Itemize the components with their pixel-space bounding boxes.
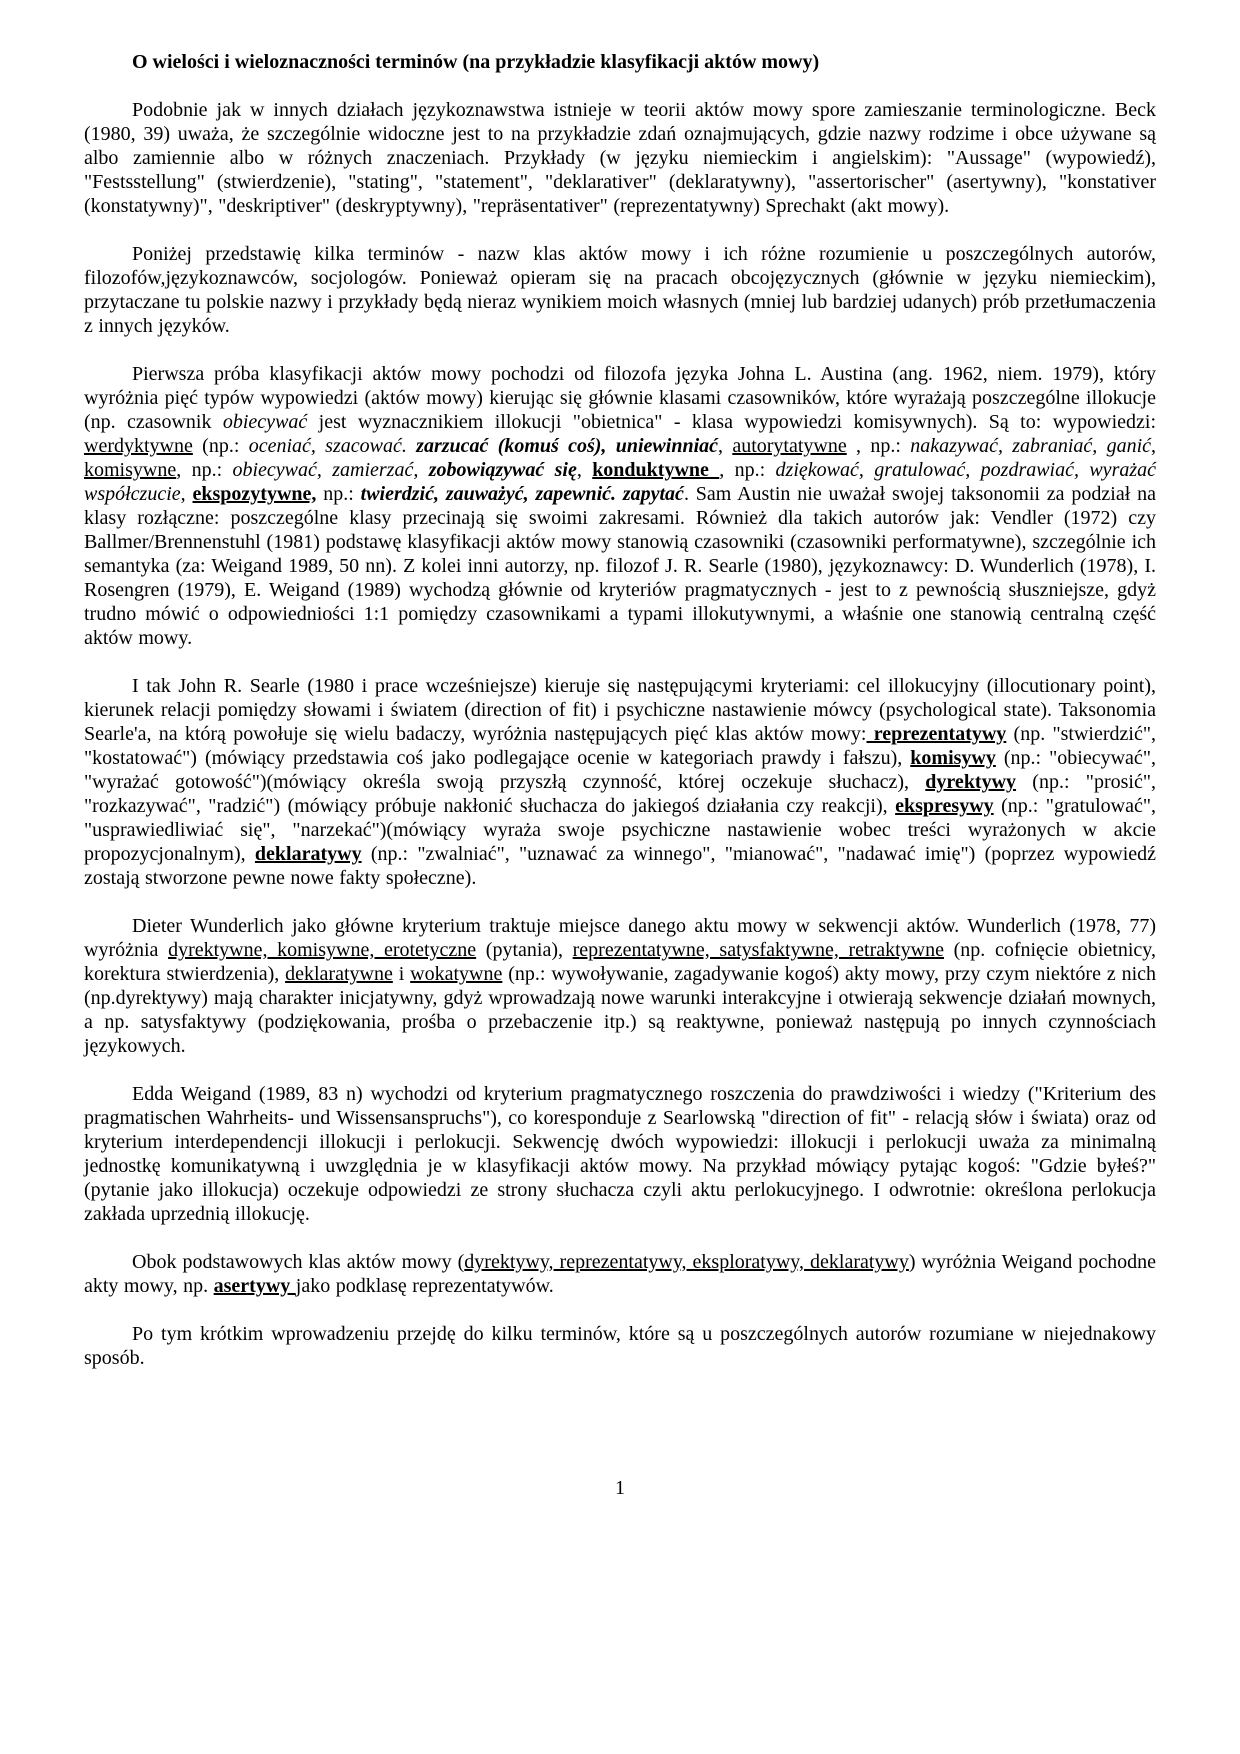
underlined-term: dyrektywy, reprezentatywy, eksploratywy, deklaratywy <box>464 1251 909 1273</box>
underlined-term: reprezentatywne, satysfaktywne, retraktywne <box>572 939 944 961</box>
text-run: i <box>392 963 411 985</box>
text-run: Pierwsza próba klasyfikacji aktów mowy pochodzi od filozofa języka Johna L. Austina (ang. 1962, niem. 1979), który wyróżnia pięć typów wypowiedzi (aktów mowy) kierując się głównie klasami czasowników, które wyrażają poszczególne illokucje (np. czasownik <box>84 363 1156 433</box>
underlined-term: komisywne <box>84 459 177 481</box>
italic-term: zarzucać (komuś coś), uniewinniać <box>416 435 718 457</box>
underlined-term: ekspresywy <box>895 795 994 817</box>
text-run: (np.: "obiecywać", "wyrażać gotowość")(mówiący określa swoją przyszłą czynność, której oczekuje słuchacz), <box>84 747 1156 793</box>
text-run: . Sam Austin nie uważał swojej taksonomii za podział na klasy rozłączne: poszczególne klasy przecinają się swoimi zakresami. Również dla takich autorów jak: Vendler (1972) czy Ballmer/Brennenstuhl (1981) podstawę klasyfikacji aktów mowy stanowią czasowniki (czasowniki performatywne), szczególnie ich semantyka (za: Weigand 1989, 50 nn). Z kolei inni autorzy, np. filozof J. R. Searle (1980), językoznawcy: D. Wunderlich (1978), I. Rosengren (1979), E. Weigand (1989) wychodzą głównie od kryteriów pragmatycznych - jest to z pewnością słuszniejsze, gdyż trudno mówić o odpowiedniości 1:1 pomiędzy czasownikami a typami illokutywnymi, a właśnie one stanowią centralną część aktów mowy. <box>84 483 1156 649</box>
text-run: jako podklasę reprezentatywów. <box>295 1275 554 1297</box>
text-run: Podobnie jak w innych działach językoznawstwa istnieje w teorii aktów mowy spore zamieszanie terminologiczne. Beck (1980, 39) uważa, że szczególnie widoczne jest to na przykładzie zdań oznajmujących, gdzie nazwy rodzime i obce używane są albo zamiennie albo w różnych znaczeniach. Przykłady (w języku niemieckim i angielskim): "Aussage" (wypowiedź), "Festsstellung" (stwierdzenie), "stating", "statement", "deklarativer" (deklaratywny), "assertorischer" (asertywny), "konstativer (konstatywny)", "deskriptiver" (deskryptywny), "repräsentativer" (reprezentatywny) Sprechakt (akt mowy). <box>84 99 1156 217</box>
paragraph <box>84 362 1156 650</box>
underlined-term: ekspozytywne, <box>192 483 317 505</box>
text-run: (np.: "prosić", "rozkazywać", "radzić") (mówiący próbuje nakłonić słuchacza do jakiegoś działania czy reakcji), <box>84 771 1156 817</box>
underlined-term: dyrektywy <box>925 771 1017 793</box>
text-run: (np.: "gratulować", "usprawiedliwiać się", "narzekać")(mówiący wyraża swoje psychiczne nastawienie wobec treści wyrażonych w akcie propozycjonalnym), <box>84 795 1156 865</box>
underlined-term: autorytatywne <box>732 435 847 457</box>
paragraph-list <box>84 98 1156 1370</box>
text-run: Po tym krótkim wprowadzeniu przejdę do kilku terminów, które są u poszczególnych autorów rozumiane w niejednakowy sposób. <box>84 1323 1156 1369</box>
text-run: Edda Weigand (1989, 83 n) wychodzi od kryterium pragmatycznego roszczenia do prawdziwości i wiedzy ("Kriterium des pragmatischen Wahrheits- und Wissensanspruchs"), co koresponduje z Searlowską "direction of fit" - relacją słów i świata) oraz od kryterium interdependencji illokucji i perlokucji. Sekwencję dwóch wypowiedzi: illokucji i perlokucji uważa za minimalną jednostkę komunikatywną i uwzględnia je w klasyfikacji aktów mowy. Na przykład mówiący pytając kogoś: "Gdzie byłeś?" (pytanie jako illokucja) oczekuje odpowiedzi ze strony słuchacza czyli aktu perlokucyjnego. I odwrotnie: określona perlokucja zakłada uprzednią illokucję. <box>84 1083 1156 1225</box>
underlined-term: werdyktywne <box>84 435 193 457</box>
italic-term: obiecywać, zamierzać, <box>232 459 429 481</box>
italic-term: zobowiązywać się <box>428 459 577 481</box>
paragraph <box>84 914 1156 1058</box>
paragraph <box>84 242 1156 338</box>
paragraph <box>84 1322 1156 1370</box>
underlined-term: asertywy <box>213 1275 296 1297</box>
page-number: 1 <box>615 1477 625 1499</box>
paragraph <box>84 674 1156 890</box>
text-run: , <box>1151 435 1157 457</box>
text-run: (np.: wywoływanie, zagadywanie kogoś) akty mowy, przy czym niektóre z nich (np.dyrektywy) mają charakter inicjatywny, gdyż wprowadzają nowe warunki interakcyjne i otwierają sekwencje działań mownych, a np. satysfaktywy (podziękowania, prośba o przebaczenie itp.) są reaktywne, ponieważ następują po innych czynnościach językowych. <box>84 963 1157 1057</box>
text-run: I tak John R. Searle (1980 i prace wcześniejsze) kieruje się następującymi kryteriami: cel illokucyjny (illocutionary point), kierunek relacji pomiędzy słowami i światem (direction of fit) i psychiczne nastawienie mówcy (psychological state). Taksonomia Searle'a, na którą powołuje się wielu badaczy, wyróżnia następujących pięć klas aktów mowy: <box>84 675 1156 745</box>
italic-term: nakazywać, zabraniać, ganić <box>910 435 1152 457</box>
text-run: , np.: <box>176 459 233 481</box>
italic-term: oceniać, szacować. <box>248 435 417 457</box>
italic-term: dziękować, gratulować, pozdrawiać, wyrażać współczucie <box>84 459 1157 505</box>
text-run: , np.: <box>719 459 776 481</box>
italic-term: twierdzić, zauważyć, zapewnić. zapytać <box>360 483 684 505</box>
underlined-term: dyrektywne, komisywne, erotetyczne <box>168 939 477 961</box>
text-run: , <box>180 483 193 505</box>
paragraph <box>84 98 1156 218</box>
text-run: Poniżej przedstawię kilka terminów - nazw klas aktów mowy i ich różne rozumienie u poszczególnych autorów, filozofów,językoznawców, socjologów. Ponieważ opieram się na pracach obcojęzycznych (głównie w języku niemieckim), przytaczane tu polskie nazwy i przykłady będą nieraz wynikiem moich własnych (mniej lub bardziej udanych) prób przetłumaczenia z innych języków. <box>84 243 1156 337</box>
underlined-term: komisywy <box>910 747 996 769</box>
paragraph <box>84 1082 1156 1226</box>
italic-term: obiecywać <box>222 411 308 433</box>
paragraph <box>84 1250 1156 1298</box>
underlined-term: wokatywne <box>410 963 503 985</box>
text-run: Obok podstawowych klas aktów mowy ( <box>132 1251 465 1273</box>
text-run: , <box>576 459 593 481</box>
text-run: (pytania), <box>476 939 573 961</box>
underlined-term: reprezentatywy <box>866 723 1007 745</box>
underlined-term: deklaratywne <box>285 963 393 985</box>
text-run: ) wyróżnia Weigand pochodne akty mowy, np. <box>84 1251 1156 1297</box>
document-title: O wielości i wieloznaczności terminów (na przykładzie klasyfikacji aktów mowy) <box>132 51 820 73</box>
text-run: Dieter Wunderlich jako główne kryterium traktuje miejsce danego aktu mowy w sekwencji aktów. Wunderlich (1978, 77) wyróżnia <box>84 915 1156 961</box>
text-run: jest wyznacznikiem illokucji "obietnica" - klasa wypowiedzi komisywnych). Są to: wypowiedzi: <box>307 411 1157 433</box>
text-run: (np.: <box>192 435 249 457</box>
underlined-term: deklaratywy <box>254 843 362 865</box>
text-run: (np. "stwierdzić", "kostatować") (mówiący przedstawia coś jako podlegające ocenie w kategoriach prawdy i fałszu), <box>84 723 1156 769</box>
underlined-term: konduktywne <box>592 459 720 481</box>
text-run: (np. cofnięcie obietnicy, korektura stwierdzenia), <box>84 939 1157 985</box>
text-run: , <box>718 435 733 457</box>
text-run: (np.: "zwalniać", "uznawać za winnego", "mianować", "nadawać imię") (poprzez wypowiedź zostają stworzone pewne nowe fakty społeczne). <box>84 843 1157 889</box>
text-run: , np.: <box>846 435 911 457</box>
text-run: np.: <box>316 483 361 505</box>
